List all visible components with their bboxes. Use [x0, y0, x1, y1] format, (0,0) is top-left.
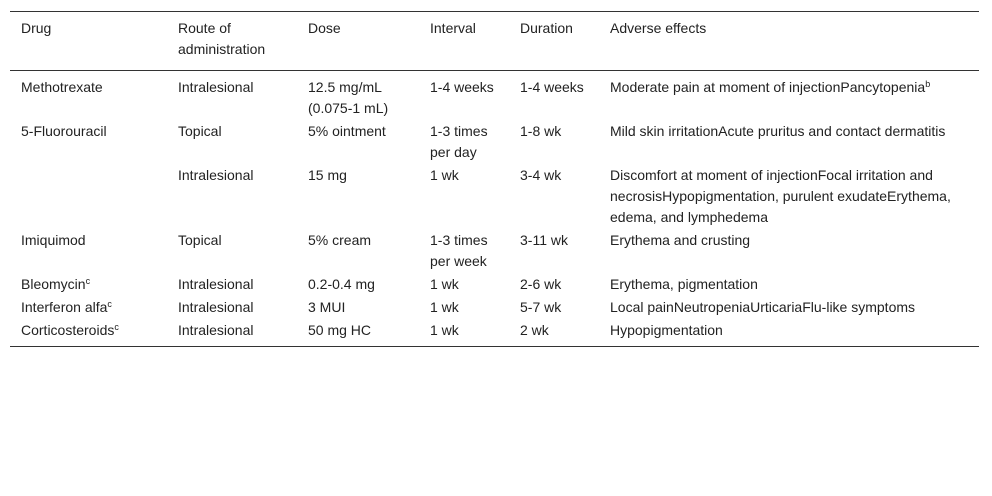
header-route: Route of administration: [178, 20, 266, 57]
drug-footnote: c: [114, 322, 119, 332]
cell-adverse-effects: [599, 320, 979, 347]
drug-name: Corticosteroids: [21, 322, 115, 338]
cell-drug: [10, 297, 167, 320]
effects-footnote: b: [925, 79, 931, 89]
drug-name: Bleomycin: [21, 276, 86, 292]
effects-text: Mild skin irritationAcute pruritus and contact dermatitis: [610, 123, 946, 139]
table-row: [10, 121, 979, 165]
cell-drug: [10, 165, 167, 230]
cell-interval: 1 wk: [430, 276, 459, 292]
cell-interval: 1 wk: [430, 167, 459, 183]
table-row: [10, 71, 979, 122]
header-drug: Drug: [21, 20, 52, 36]
cell-duration: 1-4 weeks: [520, 79, 584, 95]
drug-treatment-table: [10, 11, 979, 347]
cell-dose: 12.5 mg/mL (0.075-1 mL): [308, 79, 389, 116]
cell-duration: 3-11 wk: [520, 232, 568, 248]
cell-dose: 5% ointment: [308, 123, 386, 139]
cell-dose: 15 mg: [308, 167, 347, 183]
table-body: [10, 71, 979, 347]
cell-dose: 0.2-0.4 mg: [308, 276, 375, 292]
drug-name: Interferon alfa: [21, 299, 108, 315]
cell-route: Intralesional: [178, 79, 254, 95]
cell-route: Intralesional: [178, 276, 254, 292]
table-row: [10, 230, 979, 274]
cell-adverse-effects: [599, 165, 979, 230]
effects-text: Discomfort at moment of injectionFocal irritation and necrosisHypopigmentation, purulent exudateErythema, edema, and lymphedema: [610, 167, 951, 225]
cell-adverse-effects: [599, 230, 979, 274]
drug-name: Imiquimod: [21, 232, 86, 248]
cell-duration: 5-7 wk: [520, 299, 562, 315]
drug-name: 5-Fluorouracil: [21, 123, 107, 139]
cell-duration: 2 wk: [520, 322, 549, 338]
header-row: [10, 12, 979, 71]
header-interval: Interval: [430, 20, 476, 36]
cell-duration: 1-8 wk: [520, 123, 562, 139]
cell-duration: 2-6 wk: [520, 276, 562, 292]
drug-name: Methotrexate: [21, 79, 103, 95]
cell-adverse-effects: [599, 71, 979, 122]
cell-route: Intralesional: [178, 299, 254, 315]
cell-drug: [10, 320, 167, 347]
cell-interval: 1-3 times per week: [430, 232, 488, 269]
cell-interval: 1 wk: [430, 322, 459, 338]
table-row: [10, 320, 979, 347]
drug-footnote: c: [107, 299, 112, 309]
cell-route: Topical: [178, 232, 222, 248]
header-dose: Dose: [308, 20, 341, 36]
cell-interval: 1-3 times per day: [430, 123, 488, 160]
cell-adverse-effects: [599, 297, 979, 320]
cell-drug: [10, 274, 167, 297]
effects-text: Moderate pain at moment of injectionPancytopenia: [610, 79, 926, 95]
header-adverse-effects: Adverse effects: [610, 20, 707, 36]
cell-duration: 3-4 wk: [520, 167, 562, 183]
table-row: [10, 274, 979, 297]
cell-drug: [10, 230, 167, 274]
drug-footnote: c: [85, 276, 91, 286]
effects-text: Local painNeutropeniaUrticariaFlu-like symptoms: [610, 299, 916, 315]
effects-text: Hypopigmentation: [610, 322, 723, 338]
cell-adverse-effects: [599, 121, 979, 165]
cell-adverse-effects: [599, 274, 979, 297]
cell-route: Topical: [178, 123, 222, 139]
cell-route: Intralesional: [178, 167, 254, 183]
header-duration: Duration: [520, 20, 573, 36]
table-row: [10, 165, 979, 230]
cell-interval: 1-4 weeks: [430, 79, 494, 95]
cell-drug: [10, 71, 167, 122]
cell-dose: 3 MUI: [308, 299, 346, 315]
cell-dose: 50 mg HC: [308, 322, 372, 338]
cell-drug: [10, 121, 167, 165]
cell-route: Intralesional: [178, 322, 254, 338]
effects-text: Erythema, pigmentation: [610, 276, 758, 292]
cell-interval: 1 wk: [430, 299, 459, 315]
effects-text: Erythema and crusting: [610, 232, 751, 248]
table-row: [10, 297, 979, 320]
table-header: [10, 12, 979, 71]
cell-dose: 5% cream: [308, 232, 372, 248]
